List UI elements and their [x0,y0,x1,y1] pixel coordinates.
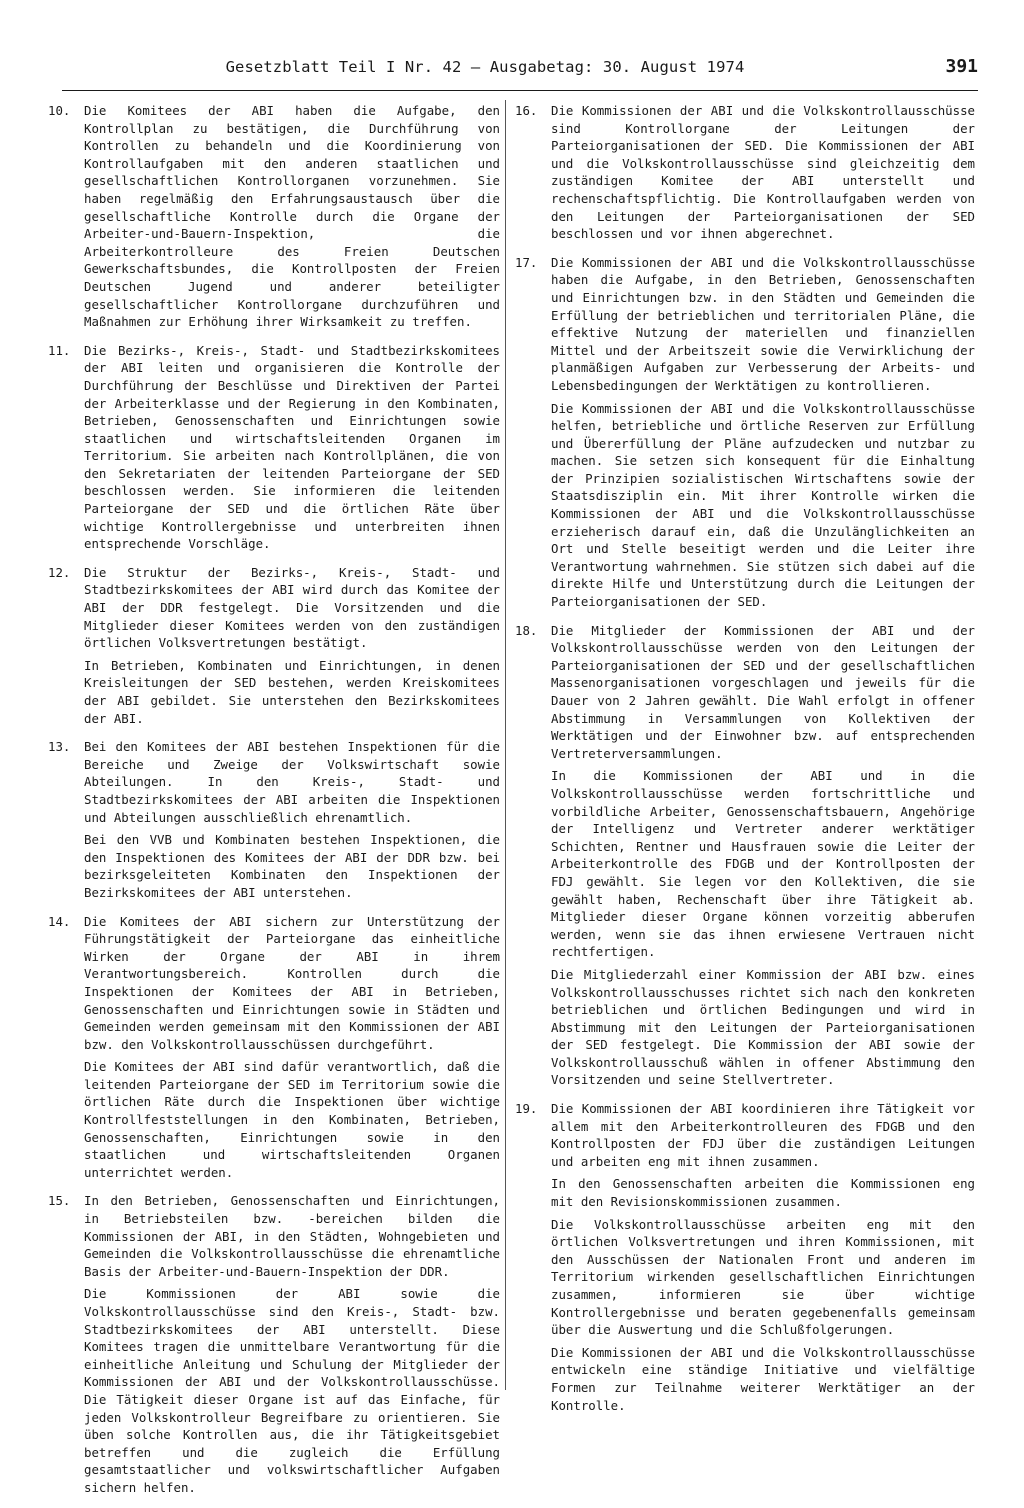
section-13 [48,738,500,901]
section-number: 14. [48,913,71,929]
section-paragraph: Die Kommissionen der ABI koordinieren ihre Tätigkeit vor allem mit den Arbeiterkontrolleuren des FDGB und den Kontrollposten der FDJ über die zuständigen Leitungen und arbeiten eng mit ihnen zusammen. [551,1101,975,1169]
section-16 [515,102,975,243]
section-paragraph: Die Kommissionen der ABI und die Volkskontrollausschüsse sind Kontrollorgane der Leitungen der Parteiorganisationen der SED. Die Kommissionen der ABI und die Volkskontrollausschüsse sind gleichzeitig dem zuständigen Komitee der ABI unterstellt und rechenschaftspflichtig. Die Kontrollaufgaben werden von den Leitungen der Parteiorganisationen der SED beschlossen und vor ihnen abgerechnet. [551,103,975,242]
section-paragraph: Die Komitees der ABI sind dafür verantwortlich, daß die leitenden Parteiorgane der SED im Territorium sowie die örtlichen Räte durch die Inspektionen über wichtige Kontrollfeststellungen in den Kombinaten, Betrieben, Genossenschaften, Einrichtungen sowie in den staatlichen und wirtschaftsleitenden Organen unterrichtet werden. [84,1059,500,1180]
section-paragraph: Die Kommissionen der ABI und die Volkskontrollausschüsse entwickeln eine ständige Initiative und vielfältige Formen zur Teilnahme weiterer Werktätiger an der Kontrolle. [551,1344,975,1413]
section-17 [515,254,975,611]
section-paragraph: Die Kommissionen der ABI und die Volkskontrollausschüsse helfen, betriebliche und örtliche Reserven zur Erfüllung und Übererfüllung der Pläne aufzudecken und nutzbar zu machen. Sie setzen sich konsequent für die Einhaltung der Prinzipien sozialistischen Wirtschaftens sowie der Staatsdisziplin ein. Mit ihrer Kontrolle wirken die Kommissionen der ABI und die Volkskontrollausschüsse erzieherisch darauf ein, daß die Unzulänglichkeiten an Ort und Stelle beseitigt werden und die Leiter ihre Verantwortung wahrnehmen. Sie stützen sich dabei auf die direkte Hilfe und Unterstützung durch die Leitungen der Parteiorganisationen der SED. [551,400,975,610]
section-number: 15. [48,1193,71,1209]
section-paragraph: Bei den Komitees der ABI bestehen Inspektionen für die Bereiche und Zweige der Volkswirtschaft sowie Abteilungen. In den Kreis-, Stadt- und Stadtbezirkskomitees der ABI arbeiten die Inspektionen und Abteilungen ausschließlich ehrenamtlich. [84,739,500,825]
section-number: 18. [515,622,538,638]
left-column [48,102,500,1508]
section-paragraph: Die Mitgliederzahl einer Kommission der ABI bzw. eines Volkskontrollausschusses richtet sich nach den konkreten betrieblichen und örtlichen Bedingungen und wird in Abstimmung mit den Leitungen der Parteiorganisationen der SED festgelegt. Die Kommission der ABI sowie der Volkskontrollausschuß wählen in offener Abstimmung den Vorsitzenden und seine Stellvertreter. [551,966,975,1088]
right-column [515,102,975,1425]
section-paragraph: Die Komitees der ABI sichern zur Unterstützung der Führungstätigkeit der Parteiorgane das einheitliche Wirken der Organe der ABI in ihrem Verantwortungsbereich. Kontrollen durch die Inspektionen der Komitees der ABI in Betrieben, Genossenschaften und Einrichtungen sowie in Städten und Gemeinden werden gemeinsam mit den Kommissionen der ABI bzw. den Volkskontrollausschüssen durchgeführt. [84,913,500,1052]
page-header [62,56,978,91]
section-number: 17. [515,254,538,270]
section-14 [48,913,500,1182]
section-15 [48,1192,500,1496]
section-paragraph: In den Genossenschaften arbeiten die Kommissionen eng mit den Revisionskommissionen zusammen. [551,1176,975,1210]
section-paragraph: Die Komitees der ABI haben die Aufgabe, den Kontrollplan zu bestätigen, die Durchführung von Kontrollen zu behandeln und die Koordinierung von Kontrollaufgaben mit den anderen staatlichen und gesellschaftlichen Kontrollorganen vorzunehmen. Sie haben regelmäßig den Erfahrungsaustausch über die gesellschaftliche Kontrolle durch die Organe der Arbeiter-und-Bauern-Inspektion, die Arbeiterkontrolleure des Freien Deutschen Gewerkschaftsbundes, die Kontrollposten der Freien Deutschen Jugend und anderer beteiligter gesellschaftlicher Kontrollorgane durchzuführen und Maßnahmen zur Erhöhung ihrer Wirksamkeit zu treffen. [84,103,500,330]
section-paragraph: Bei den VVB und Kombinaten bestehen Inspektionen, die den Inspektionen des Komitees der ABI der DDR bzw. bei bezirksgeleiteten Kombinaten den Inspektionen der Bezirkskomitees der ABI unterstehen. [84,832,500,900]
section-number: 19. [515,1101,538,1117]
section-paragraph: Die Kommissionen der ABI und die Volkskontrollausschüsse haben die Aufgabe, in den Betrieben, Genossenschaften und Einrichtungen bzw. in den Städten und Gemeinden die Erfüllung der betrieblichen und territorialen Pläne, die effektive Nutzung der materiellen und finanziellen Mittel und der Arbeitszeit sowie die Verwirklichung der planmäßigen Aufgaben zur Verbesserung der Arbeits- und Lebensbedingungen der Werktätigen zu kontrollieren. [551,254,975,393]
section-number: 10. [48,103,71,118]
section-paragraph: Die Bezirks-, Kreis-, Stadt- und Stadtbezirkskomitees der ABI leiten und organisieren die Kontrolle der Durchführung der Beschlüsse und Direktiven der Partei der Arbeiterklasse und der Regierung in den Kombinaten, Betrieben, Genossenschaften und Einrichtungen sowie staatlichen und wirtschaftsleitenden Organen im Territorium. Sie arbeiten nach Kontrollplänen, die von den Sekretariaten der leitenden Parteiorgane der SED beschlossen werden. Sie informieren die leitenden Parteiorgane der SED und die örtlichen Räte über wichtige Kontrollergebnisse und unterbreiten ihnen entsprechende Vorschläge. [84,342,500,552]
section-paragraph: In den Betrieben, Genossenschaften und Einrichtungen, in Betriebsteilen bzw. -bereichen bilden die Kommissionen der ABI, in den Städten, Wohngebieten und Gemeinden die Volkskontrollausschüsse die ehrenamtliche Basis der Arbeiter-und-Bauern-Inspektion der DDR. [84,1193,500,1279]
section-number: 11. [48,342,71,358]
section-number: 13. [48,739,71,755]
section-number: 12. [48,564,71,580]
section-12 [48,564,500,727]
page-number: 391 [945,56,978,77]
section-19 [515,1100,975,1414]
section-18 [515,622,975,1089]
header-title: Gesetzblatt Teil I Nr. 42 — Ausgabetag: 30. August 1974 [225,58,745,76]
section-paragraph: In Betrieben, Kombinaten und Einrichtungen, in denen Kreisleitungen der SED bestehen, werden Kreiskomitees der ABI gebildet. Sie unterstehen den Bezirkskomitees der ABI. [84,657,500,726]
column-divider [505,100,506,1390]
section-number: 16. [515,103,538,118]
section-paragraph: In die Kommissionen der ABI und in die Volkskontrollausschüsse werden fortschrittliche und vorbildliche Arbeiter, Genossenschaftsbauern, Angehörige der Intelligenz und Vertreter anderer werktätiger Schichten, Rentner und Hausfrauen sowie die Leiter der Arbeiterkontrolle des FDGB und der Kontrollposten der FDJ gewählt. Sie legen vor den Kollektiven, die sie gewählt haben, Rechenschaft über ihre Tätigkeit ab. Mitglieder dieser Organe können vorzeitig abberufen werden, wenn sie das ihnen erwiesene Vertrauen nicht rechtfertigen. [551,768,975,960]
section-paragraph: Die Volkskontrollausschüsse arbeiten eng mit den örtlichen Volksvertretungen und ihren Kommissionen, mit den Ausschüssen der Nationalen Front und anderen im Territorium wirkenden gesellschaftlichen Einrichtungen zusammen, informieren sie über wichtige Kontrollergebnisse und beraten gegebenenfalls gemeinsam über die Auswertung und die Schlußfolgerungen. [551,1216,975,1338]
section-paragraph: Die Mitglieder der Kommissionen der ABI und der Volkskontrollausschüsse werden von den Leitungen der Parteiorganisationen der SED und der gesellschaftlichen Massenorganisationen vorgeschlagen und jeweils für die Dauer von 2 Jahren gewählt. Die Wahl erfolgt in offener Abstimmung in Versammlungen von Kollektiven der Werktätigen und der Einwohner bzw. auf entsprechenden Vertreterversammlungen. [551,622,975,761]
section-11 [48,342,500,553]
section-paragraph: Die Struktur der Bezirks-, Kreis-, Stadt- und Stadtbezirkskomitees der ABI wird durch das Komitee der ABI der DDR festgelegt. Die Vorsitzenden und die Mitglieder dieser Komitees werden von den zuständigen örtlichen Volksvertretungen bestätigt. [84,564,500,651]
section-10 [48,102,500,331]
section-paragraph: Die Kommissionen der ABI sowie die Volkskontrollausschüsse sind den Kreis-, Stadt- bzw. Stadtbezirkskomitees der ABI unterstellt. Diese Komitees tragen die unmittelbare Verantwortung für die einheitliche Anleitung und Schulung der Mitglieder der Kommissionen der ABI und der Volkskontrollausschüsse. Die Tätigkeit dieser Organe ist auf das Einfache, für jeden Volkskontrolleur Begreifbare zu orientieren. Sie üben solche Kontrollen aus, die ihr Tätigkeitsgebiet betreffen und die zugleich die Erfüllung gesamtstaatlicher und volkswirtschaftlicher Aufgaben sichern helfen. [84,1286,500,1495]
